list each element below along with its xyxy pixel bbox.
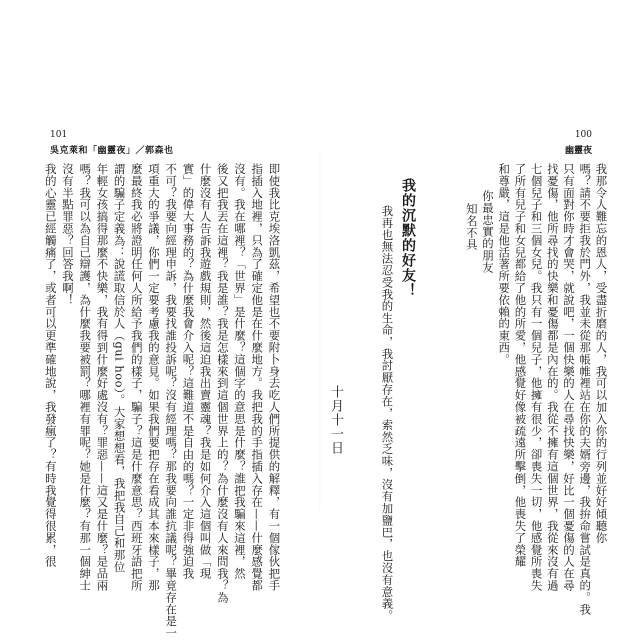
text-column: 嗎？我可以為自己辯護，為什麼我要被罰？哪裡有罪呢？她是什麼？有那一個紳士 — [78, 163, 93, 592]
text-column: 即使我比克埃洛凱茲，希望也不要附卜身去吃人們所提供的解釋，有一個傢伙把手 — [267, 163, 282, 592]
text-column: 我再也無法忍受我的生命，我討厭存在，索然乏味，沒有加鹽巴，也沒有意義。 — [380, 205, 395, 622]
text-column: 知名不具 — [464, 203, 479, 251]
text-column: 不可？我要向經理申訴，我要找誰投訴呢？沒有經理嗎？那我要向誰抗議呢？畢竟存在是一 — [164, 163, 179, 639]
text-column: 和尊嚴，這是他活著所要依賴的東西。 — [497, 163, 512, 366]
running-header-left: 吳克萊和「幽靈夜」／郭森也 — [50, 146, 174, 156]
text-column: 謂的騙子定義為：說謊取信於人（gui hoo）。大家想想看，我把我自己和那位 — [112, 163, 127, 573]
text-column: 麼最終我必將證明任何人所給予我們的樣子，騙子？這是什麼意思？西班牙語把所 — [129, 163, 144, 592]
text-column: 年輕女孩搞得那麼不快樂，我有得到什麼好處沒有？罪惡——這又是什麼？是品兩 — [95, 163, 110, 592]
text-column: 只有面對你時才會哭，就說吧，一個快樂的人在尋找快樂，好比一個憂傷的人在尋 — [562, 163, 576, 592]
text-column: 指插入地裡，只為了確定他是在什麼地方。我把我的手指插入存在——什麼感覺都 — [250, 163, 265, 592]
text-column: 嗎？請不要拒我於門外，我並未從那帳帷裡站在你的夫婿旁邊，我拚命嘗試是真的。我 — [578, 163, 593, 616]
text-column: 沒有半點罪惡？回答我啊！ — [61, 163, 75, 306]
running-header-right: 幽靈夜 — [564, 146, 592, 156]
text-column: 你最忠實的朋友 — [481, 190, 495, 274]
text-column: 我那令人難忘的恩人，受盡折磨的人，我可以加入你的行列並好好傾聽你 — [594, 163, 609, 544]
page-number-right: 100 — [574, 130, 592, 140]
text-column: 實」的偉大事務的？為什麼我會介入呢？這難道不是自由的嗎？一定非得強迫我 — [181, 163, 196, 580]
text-column: 我的心靈已經觸痛了，或者可以更準確地說，我發瘋了？有時我覺得很累，很 — [43, 163, 58, 568]
text-column: 什麼沒有人告訴我遊戲規則，然後這迫我出賣靈魂？我是如何介入這個叫做「現 — [198, 163, 213, 580]
text-column: 後又把我丟在這裡？我是誰？我是怎樣來到這個世界上的？為什麼沒有人來問我？為 — [215, 163, 230, 604]
letter-date: 十月十一日 — [328, 385, 343, 455]
right-page — [320, 0, 640, 640]
text-column: 了所有兒子和女兒都給了他的所愛，他感覺好像被疏遠所擊倒，他喪失了榮耀 — [513, 163, 528, 568]
text-column: 七個兒子和三個女兒。我只有一個兒子，他擁有很少，卻喪失一切，他感覺所喪失 — [529, 163, 544, 592]
text-column: 項重大的爭議，你們一定要考慮我的意見。如果我們要把存在看成其本來樣子，那 — [147, 163, 161, 592]
text-column: 沒有。我在哪裡？「世界」是什麼？這個字的意思是什麼？誰把我騙來這裡，然 — [233, 163, 247, 580]
text-column: 找憂傷，他所尋找的快樂和憂傷都是內在的。我從不擁有這個世界，我從來沒有過 — [545, 163, 560, 592]
letter-heading: 我的沉默的好友！ — [400, 178, 416, 298]
page-number-left: 101 — [50, 130, 68, 140]
